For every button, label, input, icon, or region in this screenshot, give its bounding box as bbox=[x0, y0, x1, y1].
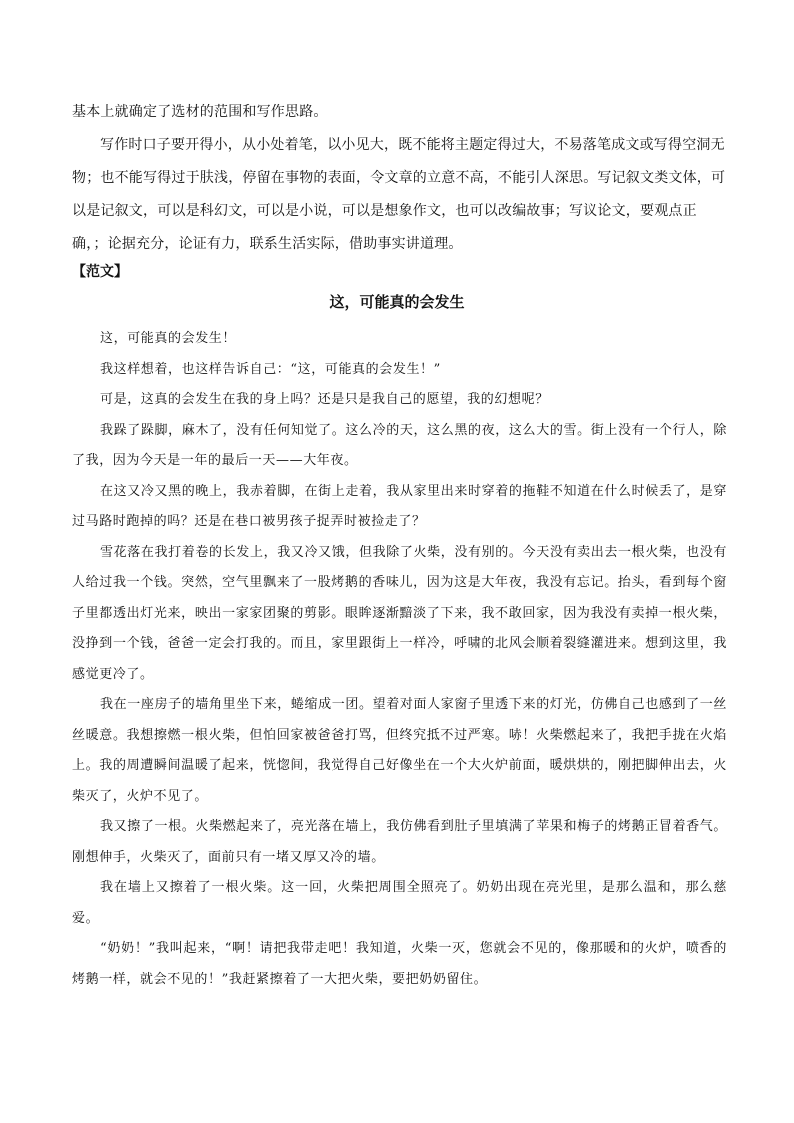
essay-paragraph: “奶奶！”我叫起来，“啊！请把我带走吧！我知道，火柴一灭，您就会不见的，像那暖和的火炉，喷香的烤鹅一样，就会不见的！”我赶紧擦着了一大把火柴，要把奶奶留住。 bbox=[72, 941, 727, 987]
essay-paragraph: 我又擦了一根。火柴燃起来了，亮光落在墙上，我仿佛看到肚子里填满了苹果和梅子的烤鹅正冒着香气。刚想伸手，火柴灭了，面前只有一堵又厚又冷的墙。 bbox=[72, 819, 727, 865]
essay-paragraph: 这，可能真的会发生！ bbox=[100, 331, 237, 346]
essay-paragraph: 雪花落在我打着卷的长发上，我又冷又饿，但我除了火柴，没有别的。今天没有卖出去一根火柴，也没有人给过我一个钱。突然，空气里飘来了一股烤鹅的香味儿，因为这是大年夜，我没有忘记。抬头，看到每个窗子里都透出灯光来，映出一家家团聚的剪影。眼眸逐渐黯淡了下来，我不敢回家，因为我没有卖掉一根火柴，没挣到一个钱，爸爸一定会打我的。而且，家里跟街上一样冷，呼啸的北风会顺着裂缝灌进来。想到这里，我感觉更冷了。 bbox=[72, 544, 727, 682]
essay-paragraph: 在这又冷又黑的晚上，我赤着脚，在街上走着，我从家里出来时穿着的拖鞋不知道在什么时候丢了，是穿过马路时跑掉的吗？还是在巷口被男孩子捉弄时被捡走了？ bbox=[72, 483, 727, 529]
essay-paragraph: 我在一座房子的墙角里坐下来，蜷缩成一团。望着对面人家窗子里透下来的灯光，仿佛自己也感到了一丝丝暖意。我想擦燃一根火柴，但怕回家被爸爸打骂，但终究抵不过严寒。哧！火柴燃起来了，我把手拢在火焰上。我的周遭瞬间温暖了起来，恍惚间，我觉得自己好像坐在一个大火炉前面，暖烘烘的，刚把脚伸出去，火柴灭了，火炉不见了。 bbox=[72, 697, 727, 804]
essay-paragraph: 可是，这真的会发生在我的身上吗？还是只是我自己的愿望，我的幻想呢？ bbox=[100, 392, 549, 407]
essay-paragraph: 我在墙上又擦着了一根火柴。这一回，火柴把周围全照亮了。奶奶出现在亮光里，是那么温和，那么慈爱。 bbox=[72, 880, 727, 926]
section-label: 【范文】 bbox=[72, 264, 128, 280]
intro-paragraph: 写作时口子要开得小，从小处着笔，以小见大，既不能将主题定得过大，不易落笔成文或写得空洞无物；也不能写得过于肤浅，停留在事物的表面，令文章的立意不高，不能引人深思。写记叙文类文体，可以是记叙文，可以是科幻文，可以是小说，可以是想象作文，也可以改编故事；写议论文，要观点正确，；论据充分，论证有力，联系生活实际，借助事实讲道理。 bbox=[72, 137, 726, 252]
essay-body bbox=[72, 324, 727, 995]
essay-paragraph: 我跺了跺脚，麻木了，没有任何知觉了。这么冷的天，这么黑的夜，这么大的雪。街上没有一个行人，除了我，因为今天是一年的最后一天——大年夜。 bbox=[72, 422, 727, 468]
intro-section bbox=[72, 96, 727, 261]
intro-paragraph: 基本上就确定了选材的范围和写作思路。 bbox=[72, 104, 328, 120]
essay-title: 这，可能真的会发生 bbox=[329, 293, 465, 311]
essay-paragraph: 我这样想着，也这样告诉自己：“这，可能真的会发生！” bbox=[100, 361, 441, 377]
